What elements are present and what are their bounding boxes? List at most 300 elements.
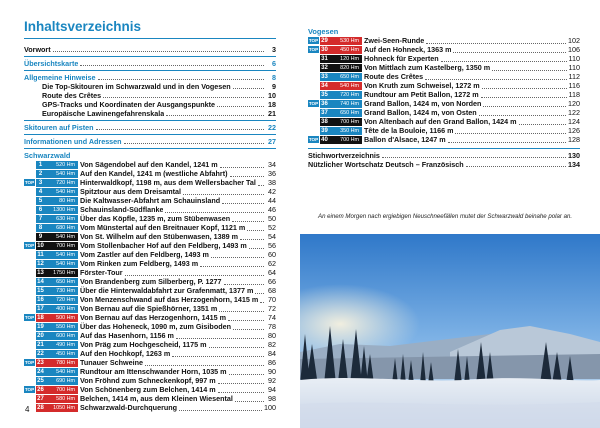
tour-entry[interactable]: [308, 99, 580, 108]
section-divider: [24, 56, 276, 57]
tour-entry[interactable]: [24, 169, 276, 178]
tour-name: Von Schönenberg zum Belchen, 1414 m: [80, 385, 216, 394]
toc-entry[interactable]: [24, 91, 276, 100]
tour-name: Von Kruth zum Schweisel, 1272 m: [364, 81, 480, 90]
tour-entry[interactable]: [24, 214, 276, 223]
right-page: [300, 0, 600, 428]
dot-leader: [453, 47, 566, 53]
tour-page: 62: [268, 259, 276, 268]
tour-number: 13: [37, 269, 44, 276]
tour-page: 84: [268, 349, 276, 358]
dot-leader: [229, 369, 264, 375]
toc-entry-page: 134: [568, 160, 580, 169]
elevation-gain: 1300 Hm: [45, 206, 78, 214]
tour-name: Schwarzwald-Durchquerung: [80, 403, 178, 412]
top-badge: [308, 91, 319, 98]
tour-number: 2: [36, 170, 45, 178]
tour-page: 70: [268, 295, 277, 304]
top-badge: TOP: [24, 315, 35, 320]
tour-entry[interactable]: [24, 250, 276, 259]
tour-number: 11: [37, 251, 44, 258]
top-badge: [24, 350, 35, 357]
dot-leader: [481, 92, 567, 98]
elevation-gain: 730 Hm: [45, 287, 78, 295]
section-heading-schwarzwald: Schwarzwald: [24, 151, 71, 160]
top-badge: [24, 278, 35, 285]
dot-leader: [466, 160, 566, 167]
photo-caption: An einem Morgen nach ergiebigen Neuschneefällen mutet der Schwarzwald beinahe polar an.: [318, 213, 573, 220]
tour-number: 14: [37, 278, 44, 285]
tour-entry[interactable]: [308, 135, 580, 144]
tour-page: 72: [268, 304, 276, 313]
tour-number: 21: [37, 341, 44, 348]
tour-page: 44: [268, 196, 276, 205]
dot-leader: [425, 74, 566, 80]
tour-number: 7: [36, 215, 45, 223]
tour-number: 35: [321, 91, 328, 98]
top-badge: [24, 260, 35, 267]
tour-entry[interactable]: [24, 358, 276, 367]
dot-leader: [145, 360, 264, 366]
toc-entry[interactable]: [24, 82, 276, 91]
top-badge: [24, 161, 35, 168]
tour-name: Auf den Hochkopf, 1263 m: [80, 349, 171, 358]
tour-entry[interactable]: [24, 313, 276, 322]
elevation-gain: 630 Hm: [45, 215, 78, 223]
top-badge: [24, 224, 35, 231]
tour-entry[interactable]: [24, 268, 276, 277]
dot-leader: [233, 82, 264, 89]
tour-entry[interactable]: [308, 63, 580, 72]
tour-entry[interactable]: [24, 295, 276, 304]
tour-number: 32: [321, 64, 328, 71]
toc-entry-page: 6: [272, 59, 276, 68]
tour-name: Ballon d'Alsace, 1247 m: [364, 135, 446, 144]
tour-entry[interactable]: [308, 36, 580, 45]
toc-left: [24, 45, 276, 412]
top-badge: [308, 64, 319, 71]
title-divider: [24, 38, 276, 39]
elevation-gain: 400 Hm: [45, 305, 78, 313]
tour-page: 90: [268, 367, 276, 376]
toc-entry-page: 21: [268, 109, 276, 118]
dot-leader: [220, 162, 264, 168]
dot-leader: [448, 137, 566, 143]
top-badge: [24, 341, 35, 348]
elevation-gain: 680 Hm: [45, 224, 78, 232]
toc-entry-text: Route des Crêtes: [42, 91, 102, 100]
elevation-gain: 740 Hm: [329, 100, 362, 108]
top-badge: TOP: [24, 180, 35, 185]
tour-name: Über die Hinterwaldabfahrt zur Grafenmatt, 1377 m: [80, 286, 254, 295]
top-badge: [24, 305, 35, 312]
section-divider: [24, 134, 276, 135]
top-badge: [24, 215, 35, 222]
tour-page: 112: [568, 72, 580, 81]
top-badge: TOP: [24, 243, 35, 248]
top-badge: [308, 127, 319, 134]
dot-leader: [233, 324, 264, 330]
tour-name: Route des Crêtes: [364, 72, 424, 81]
tour-number: 17: [37, 305, 44, 312]
toc-entry-page: 27: [268, 137, 276, 146]
dot-leader: [80, 59, 264, 66]
dot-leader: [255, 288, 264, 294]
dot-leader: [217, 100, 264, 107]
toc-entry-text: Informationen und Adressen: [24, 137, 122, 146]
tour-page: 124: [568, 117, 580, 126]
top-badge: [24, 296, 35, 303]
top-badge: [24, 368, 35, 375]
elevation-gain: 450 Hm: [329, 46, 362, 54]
elevation-gain: 530 Hm: [329, 37, 362, 45]
elevation-gain: 1750 Hm: [45, 269, 78, 277]
tour-page: 60: [268, 250, 276, 259]
tour-entry[interactable]: [24, 178, 276, 187]
dot-leader: [125, 270, 264, 276]
tour-entry[interactable]: [24, 349, 276, 358]
top-badge: [24, 188, 35, 195]
tour-entry[interactable]: [24, 304, 276, 313]
dot-leader: [483, 101, 566, 107]
tour-entry[interactable]: [24, 367, 276, 376]
toc-entry-text: Übersichtskarte: [24, 59, 79, 68]
tour-name: Die Kaltwasser-Abfahrt am Schauinsland: [80, 196, 221, 205]
elevation-gain: 720 Hm: [329, 91, 362, 99]
tour-page: 92: [268, 376, 276, 385]
tour-entry[interactable]: [24, 223, 276, 232]
elevation-gain: 350 Hm: [329, 127, 362, 135]
elevation-gain: 580 Hm: [45, 395, 78, 403]
elevation-gain: 540 Hm: [45, 170, 78, 178]
tour-page: 110: [568, 63, 580, 72]
toc-entry[interactable]: [24, 45, 276, 54]
tour-page: 106: [568, 45, 580, 54]
tour-name: Spitztour aus dem Dreisamtal: [80, 187, 182, 196]
tour-number: 28: [37, 404, 44, 411]
top-badge: [24, 323, 35, 330]
tour-entry[interactable]: [308, 45, 580, 54]
top-badge: TOP: [308, 137, 319, 142]
tour-number: 27: [37, 395, 44, 402]
tour-name: Vom Rinken zum Feldberg, 1493 m: [80, 259, 199, 268]
tour-name: Von St. Wilhelm auf den Stübenwasen, 1389 m: [80, 232, 238, 241]
tour-number: 3: [36, 179, 45, 187]
dot-leader: [240, 234, 264, 240]
tour-name: Vom Zastler auf den Feldberg, 1493 m: [80, 250, 209, 259]
elevation-gain: 700 Hm: [45, 386, 78, 394]
tour-number: 8: [36, 224, 45, 232]
top-badge: [24, 233, 35, 240]
dot-leader: [218, 387, 264, 393]
top-badge: TOP: [308, 47, 319, 52]
top-badge: [24, 206, 35, 213]
tour-name: Tunauer Schweine: [80, 358, 143, 367]
tour-entry[interactable]: [24, 277, 276, 286]
dot-leader: [492, 65, 566, 71]
tour-name: Rundtour am Petit Ballon, 1272 m: [364, 90, 479, 99]
tour-name: Auf das Hasenhorn, 1156 m: [80, 331, 174, 340]
top-badge: [24, 395, 35, 402]
tour-page: 116: [568, 81, 580, 90]
tour-number: 25: [37, 377, 44, 384]
tour-name: Über das Hoheneck, 1090 m, zum Gisiboden: [80, 322, 231, 331]
tour-page: 42: [268, 187, 276, 196]
tour-number: 29: [321, 37, 328, 44]
tour-entry[interactable]: [24, 241, 276, 250]
tour-page: 110: [568, 54, 580, 63]
elevation-gain: 490 Hm: [45, 341, 78, 349]
dot-leader: [232, 216, 264, 222]
toc-entry[interactable]: [24, 59, 276, 68]
tour-page: 118: [568, 90, 580, 99]
dot-leader: [224, 279, 264, 285]
tour-page: 126: [568, 126, 580, 135]
tour-entry[interactable]: [308, 108, 580, 117]
dot-leader: [219, 306, 264, 312]
toc-entry[interactable]: [24, 109, 276, 118]
tour-number: 12: [37, 260, 44, 267]
toc-entry[interactable]: [24, 137, 276, 146]
elevation-gain: 80 Hm: [45, 197, 78, 205]
section-divider: [24, 148, 276, 149]
tour-name: Zwei-Seen-Runde: [364, 36, 425, 45]
dot-leader: [179, 405, 262, 411]
toc-entry[interactable]: [24, 73, 276, 82]
tour-name: Belchen, 1414 m, aus dem Kleinen Wiesental: [80, 394, 233, 403]
elevation-gain: 820 Hm: [329, 64, 362, 72]
top-badge: [308, 73, 319, 80]
top-badge: [308, 82, 319, 89]
tour-entry[interactable]: [24, 394, 276, 403]
elevation-gain: 600 Hm: [45, 332, 78, 340]
tour-number: 19: [37, 323, 44, 330]
top-badge: [24, 170, 35, 177]
tour-entry[interactable]: [24, 286, 276, 295]
toc-entry-text: Nützlicher Wortschatz Deutsch – Französisch: [308, 160, 464, 169]
elevation-gain: 650 Hm: [329, 109, 362, 117]
section-divider: [24, 120, 276, 121]
tour-page: 122: [568, 108, 580, 117]
tour-number: 22: [37, 350, 44, 357]
tour-name: Von Altenbach auf den Grand Ballon, 1424 m: [364, 117, 517, 126]
top-badge: TOP: [24, 387, 35, 392]
tour-number: 39: [321, 127, 328, 134]
elevation-gain: 700 Hm: [329, 136, 362, 144]
toc-entry-text: Stichwortverzeichnis: [308, 151, 380, 160]
tour-name: Von Mittlach zum Kastelberg, 1350 m: [364, 63, 491, 72]
tour-name: Vom Münstertal auf den Breitnauer Kopf, 1121 m: [80, 223, 246, 232]
tour-number: 1: [36, 161, 45, 169]
dot-leader: [228, 315, 264, 321]
page-title: Inhaltsverzeichnis: [24, 19, 142, 34]
tour-page: 80: [268, 331, 276, 340]
top-badge: [24, 332, 35, 339]
tour-number: 26: [37, 386, 44, 393]
tour-entry[interactable]: [24, 232, 276, 241]
toc-right: [308, 27, 580, 169]
elevation-gain: 550 Hm: [45, 323, 78, 331]
tour-number: 40: [321, 136, 328, 143]
elevation-gain: 450 Hm: [45, 350, 78, 358]
top-badge: TOP: [308, 101, 319, 106]
dot-leader: [519, 119, 566, 125]
tour-page: 82: [268, 340, 276, 349]
tour-name: Von Fröhnd zum Schneckenkopf, 997 m: [80, 376, 216, 385]
elevation-gain: 540 Hm: [329, 82, 362, 90]
tour-name: Auf den Hohneck, 1363 m: [364, 45, 452, 54]
tour-page: 56: [268, 241, 276, 250]
tour-number: 10: [37, 242, 44, 249]
dot-leader: [218, 378, 264, 384]
dot-leader: [98, 73, 265, 80]
elevation-gain: 120 Hm: [329, 55, 362, 63]
tour-page: 74: [268, 313, 276, 322]
tour-entry[interactable]: [308, 72, 580, 81]
tour-number: 15: [37, 287, 44, 294]
tour-entry[interactable]: [24, 385, 276, 394]
top-badge: [308, 118, 319, 125]
tour-page: 94: [268, 385, 276, 394]
dot-leader: [249, 243, 264, 249]
tour-page: 50: [268, 214, 276, 223]
tour-name: Über das Köpfle, 1235 m, zum Stübenwasen: [80, 214, 231, 223]
tour-name: Schauinsland-Südflanke: [80, 205, 164, 214]
toc-entry-page: 9: [272, 82, 276, 91]
tour-name: Rundtour am Ittenschwander Horn, 1035 m: [80, 367, 227, 376]
toc-entry-text: GPS-Tracks und Koordinaten der Ausgangspunkte: [42, 100, 216, 109]
tour-name: Tête de la Bouloie, 1166 m: [364, 126, 454, 135]
toc-entry[interactable]: [308, 160, 580, 169]
elevation-gain: 540 Hm: [45, 188, 78, 196]
tour-page: 52: [268, 223, 276, 232]
dot-leader: [235, 396, 264, 402]
top-badge: TOP: [24, 360, 35, 365]
top-badge: [24, 197, 35, 204]
tour-number: 34: [321, 82, 328, 89]
toc-entry-page: 8: [272, 73, 276, 82]
tour-entry[interactable]: [24, 340, 276, 349]
tour-number: 4: [36, 188, 45, 196]
tour-entry[interactable]: [308, 81, 580, 90]
toc-entry-text: Allgemeine Hinweise: [24, 73, 96, 82]
tour-page: 46: [268, 205, 276, 214]
tour-name: Von Präg zum Hochgescheid, 1175 m: [80, 340, 207, 349]
top-badge: [24, 269, 35, 276]
tour-entry[interactable]: [24, 331, 276, 340]
tour-entry[interactable]: [24, 160, 276, 169]
tour-page: 128: [568, 135, 580, 144]
top-badge: [24, 287, 35, 294]
dot-leader: [166, 109, 264, 116]
toc-entry-page: 130: [568, 151, 580, 160]
tour-entry[interactable]: [308, 54, 580, 63]
tour-entry[interactable]: [24, 376, 276, 385]
elevation-gain: 690 Hm: [45, 377, 78, 385]
tour-number: 38: [321, 118, 328, 125]
toc-entry-page: 3: [272, 45, 276, 54]
tour-page: 68: [268, 286, 276, 295]
elevation-gain: 650 Hm: [45, 278, 78, 286]
tour-name: Förster-Tour: [80, 268, 123, 277]
tour-entry[interactable]: [308, 117, 580, 126]
tour-name: Grand Ballon, 1424 m, von Osten: [364, 108, 477, 117]
elevation-gain: 1050 Hm: [45, 404, 78, 412]
dot-leader: [176, 333, 264, 339]
tour-page: 98: [268, 394, 276, 403]
top-badge: [308, 109, 319, 116]
tour-number: 31: [321, 55, 328, 62]
tour-name: Von Brandenberg zum Silberberg, P. 1277: [80, 277, 222, 286]
tour-entry[interactable]: [24, 322, 276, 331]
toc-entry[interactable]: [308, 151, 580, 160]
dot-leader: [479, 110, 566, 116]
tour-number: 24: [37, 368, 44, 375]
dot-leader: [96, 123, 265, 130]
tour-page: 36: [268, 169, 276, 178]
section-divider: [24, 70, 276, 71]
tour-number: 36: [321, 100, 328, 107]
tour-name: Vom Stollenbacher Hof auf den Feldberg, 1493 m: [80, 241, 247, 250]
dot-leader: [247, 225, 264, 231]
dot-leader: [258, 180, 264, 186]
elevation-gain: 700 Hm: [329, 118, 362, 126]
tour-name: Hohneck für Experten: [364, 54, 439, 63]
tour-page: 38: [268, 178, 276, 187]
tour-entry[interactable]: [24, 403, 276, 412]
tour-entry[interactable]: [308, 90, 580, 99]
tour-entry[interactable]: [308, 126, 580, 135]
tour-entry[interactable]: [24, 205, 276, 214]
dot-leader: [200, 261, 264, 267]
tour-name: Von Bernau auf die Spießhörner, 1351 m: [80, 304, 218, 313]
toc-entry-text: Vorwort: [24, 45, 51, 54]
tour-number: 30: [321, 46, 328, 53]
tour-number: 5: [36, 197, 45, 205]
section-heading-vogesen: Vogesen: [308, 27, 339, 36]
dot-leader: [103, 91, 264, 98]
tour-entry[interactable]: [24, 187, 276, 196]
snow-landscape-photo: [300, 234, 600, 428]
tour-page: 66: [268, 277, 276, 286]
tour-page: 78: [268, 322, 276, 331]
toc-entry-page: 18: [268, 100, 276, 109]
tour-name: Von Bernau auf das Herzogenhorn, 1415 m: [80, 313, 227, 322]
dot-leader: [260, 297, 264, 303]
toc-entry[interactable]: [24, 123, 276, 132]
tour-page: 102: [568, 36, 580, 45]
top-badge: [24, 377, 35, 384]
dot-leader: [441, 56, 567, 62]
toc-entry-page: 22: [268, 123, 276, 132]
elevation-gain: 500 Hm: [45, 314, 78, 322]
toc-entry[interactable]: [24, 100, 276, 109]
tour-number: 23: [37, 359, 44, 366]
elevation-gain: 540 Hm: [45, 251, 78, 259]
top-badge: [24, 251, 35, 258]
elevation-gain: 700 Hm: [45, 242, 78, 250]
tour-number: 37: [321, 109, 328, 116]
elevation-gain: 650 Hm: [329, 73, 362, 81]
dot-leader: [124, 137, 264, 144]
tour-entry[interactable]: [24, 259, 276, 268]
dot-leader: [230, 171, 264, 177]
toc-entry-text: Die Top-Skitouren im Schwarzwald und in den Vogesen: [42, 82, 231, 91]
page-number: 4: [25, 405, 30, 414]
toc-entry-text: Skitouren auf Pisten: [24, 123, 94, 132]
elevation-gain: 780 Hm: [45, 359, 78, 367]
tour-entry[interactable]: [24, 196, 276, 205]
